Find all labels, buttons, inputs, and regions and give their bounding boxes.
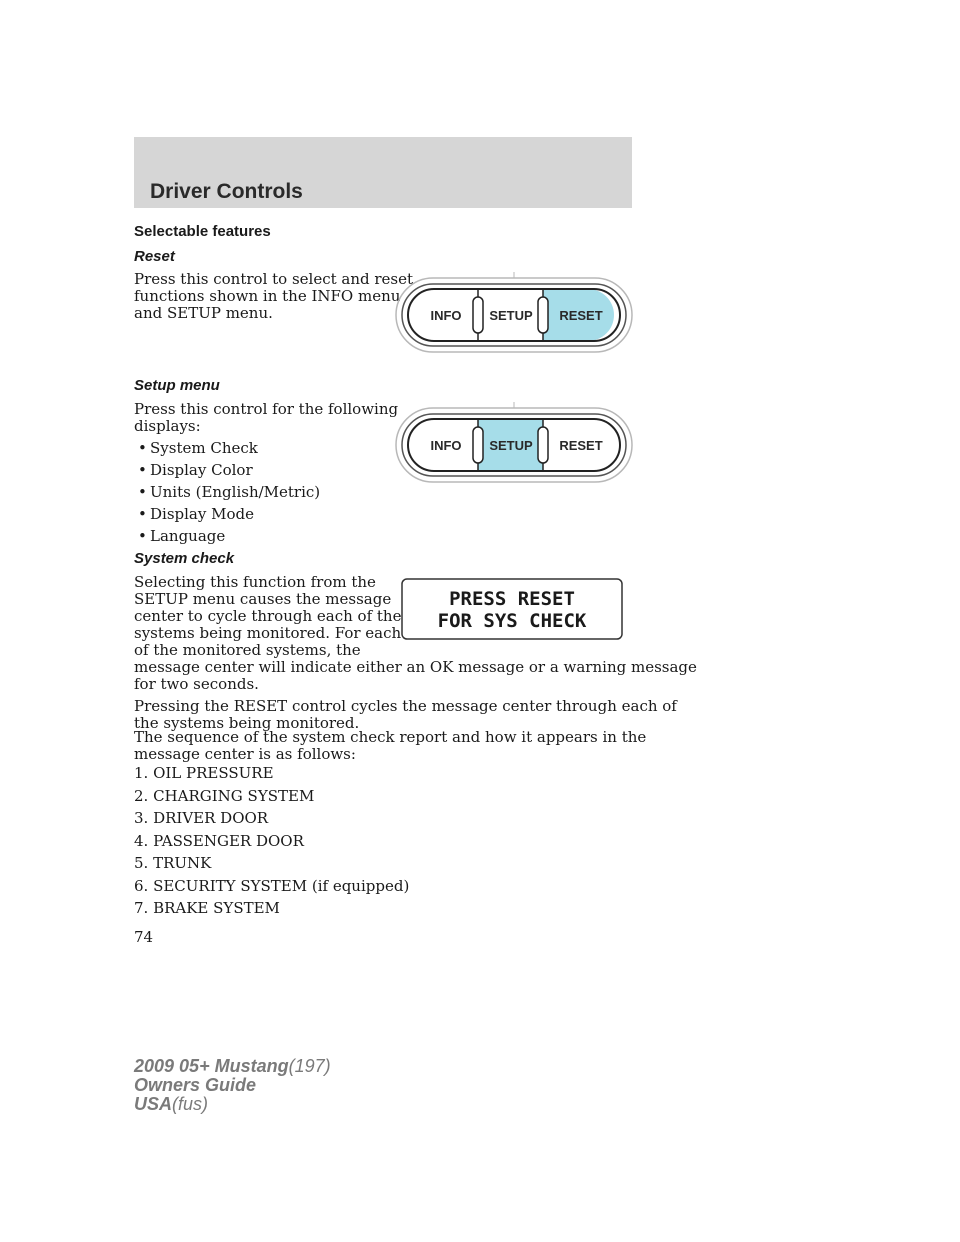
reset-paragraph bbox=[134, 271, 413, 322]
paragraph-line: Pressing the RESET control cycles the message center through each of bbox=[134, 697, 677, 715]
paragraph-line: of the monitored systems, the bbox=[134, 641, 361, 659]
list-item: 2. CHARGING SYSTEM bbox=[134, 786, 315, 805]
paragraph-line: SETUP menu causes the message bbox=[134, 590, 392, 608]
setup-bullet-list bbox=[138, 438, 320, 548]
info-button-label: INFO bbox=[430, 308, 462, 323]
heading-system-check: System check bbox=[134, 550, 235, 567]
message-center-display bbox=[401, 578, 623, 640]
paragraph-line: for two seconds. bbox=[134, 675, 259, 693]
list-item: • Language bbox=[138, 527, 226, 545]
list-item: • System Check bbox=[138, 439, 258, 457]
separator-right bbox=[538, 297, 548, 333]
list-item: 7. BRAKE SYSTEM bbox=[134, 899, 280, 917]
paragraph-line: systems being monitored. For each bbox=[134, 624, 402, 642]
list-item: 4. PASSENGER DOOR bbox=[134, 831, 304, 850]
reset-line: and SETUP menu. bbox=[134, 304, 273, 322]
paragraph-line: message center will indicate either an OK message or a warning message bbox=[134, 658, 697, 676]
footer-model-code: (197) bbox=[288, 1056, 331, 1076]
info-button-label: INFO bbox=[430, 438, 462, 453]
footer-model: 2009 05+ Mustang bbox=[134, 1056, 289, 1076]
page-number: 74 bbox=[134, 928, 154, 946]
setup-line: displays: bbox=[134, 417, 201, 435]
list-item: • Display Mode bbox=[138, 505, 254, 523]
system-check-sequence-list bbox=[134, 763, 409, 921]
reset-button-label: RESET bbox=[559, 438, 603, 453]
separator-left bbox=[473, 297, 483, 333]
setup-line: Press this control for the following bbox=[134, 400, 399, 418]
footer-region: USA bbox=[134, 1094, 173, 1114]
list-item: 6. SECURITY SYSTEM (if equipped) bbox=[134, 876, 410, 895]
reset-line: Press this control to select and reset bbox=[134, 270, 414, 288]
list-item: • Units (English/Metric) bbox=[138, 483, 321, 501]
control-cluster-reset-figure bbox=[394, 270, 634, 360]
separator-left bbox=[473, 427, 483, 463]
paragraph-line: Selecting this function from the bbox=[134, 573, 376, 591]
footer-region-code: (fus) bbox=[172, 1094, 209, 1114]
list-item: 1. OIL PRESSURE bbox=[134, 764, 274, 782]
list-item: • Display Color bbox=[138, 461, 253, 479]
setup-button-label: SETUP bbox=[489, 308, 533, 323]
section-header-title: Driver Controls bbox=[150, 180, 303, 203]
heading-setup-menu: Setup menu bbox=[134, 377, 220, 394]
control-cluster-setup-figure bbox=[394, 400, 634, 490]
heading-reset: Reset bbox=[134, 248, 175, 265]
heading-selectable-features: Selectable features bbox=[134, 223, 271, 240]
reset-line: functions shown in the INFO menu bbox=[134, 287, 401, 305]
paragraph-line: center to cycle through each of the bbox=[134, 607, 402, 625]
setup-paragraph bbox=[134, 401, 398, 435]
setup-button-label: SETUP bbox=[489, 438, 533, 453]
separator-right bbox=[538, 427, 548, 463]
paragraph-line: The sequence of the system check report and how it appears in the bbox=[134, 728, 647, 746]
lcd-line-2: FOR SYS CHECK bbox=[437, 610, 587, 632]
system-check-paragraph-3 bbox=[134, 729, 646, 763]
paragraph-line: message center is as follows: bbox=[134, 745, 356, 763]
footer-guide: Owners Guide bbox=[134, 1075, 257, 1095]
system-check-paragraph-2 bbox=[134, 698, 677, 732]
paragraph-line: the systems being monitored. bbox=[134, 714, 360, 732]
list-item: 3. DRIVER DOOR bbox=[134, 809, 269, 827]
lcd-line-1: PRESS RESET bbox=[449, 588, 575, 610]
list-item: 5. TRUNK bbox=[134, 854, 212, 872]
document-footer bbox=[134, 1057, 331, 1114]
reset-button-label: RESET bbox=[559, 308, 603, 323]
